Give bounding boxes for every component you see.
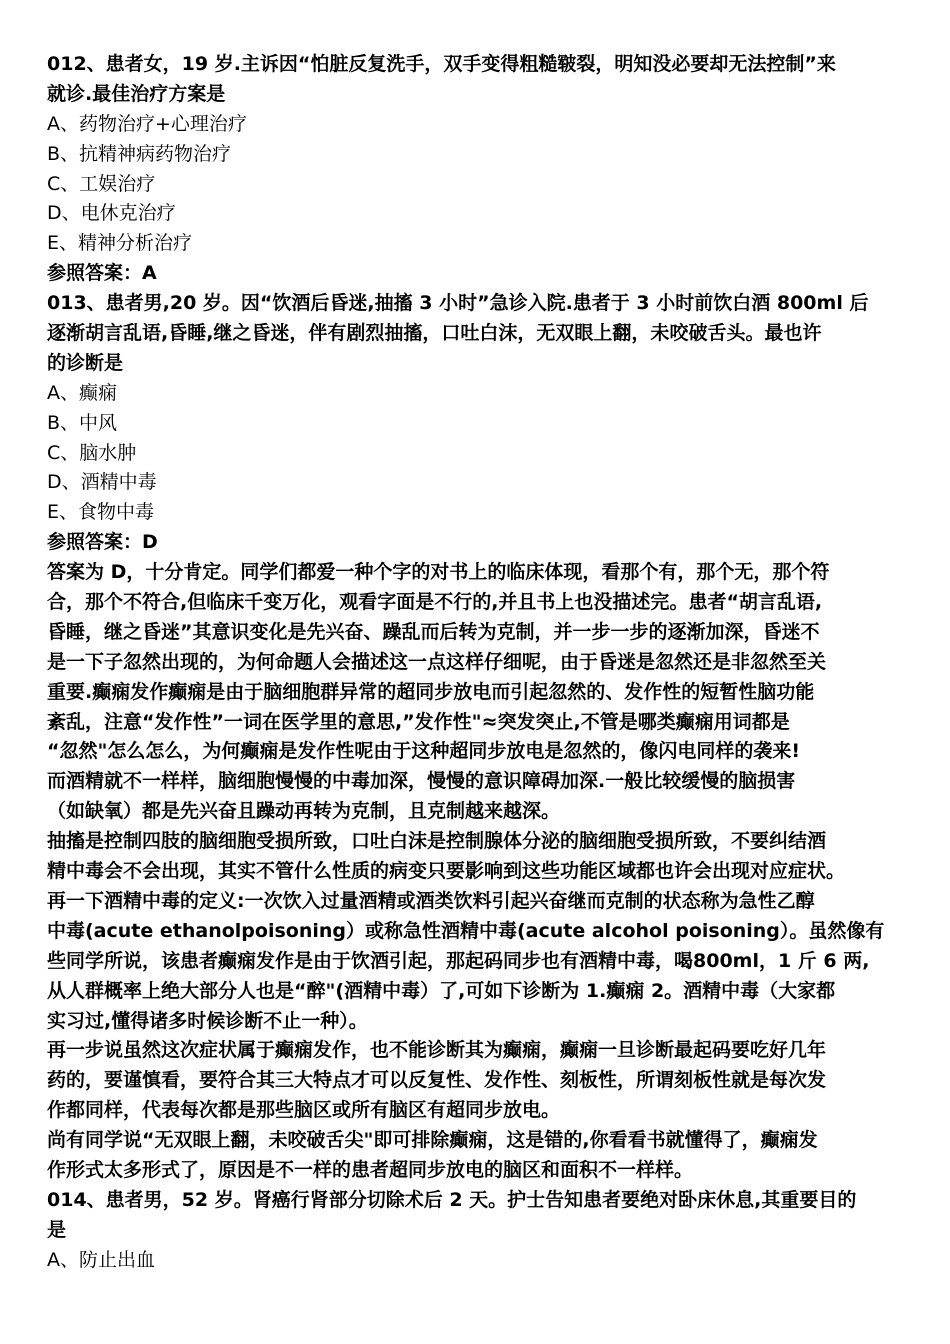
explanation-line: 合，那个不符合,但临床千变万化，观看字面是不行的,并且书上也没描述完。患者“胡言乱语, <box>47 591 823 614</box>
explanation-line: 抽搐是控制四肢的脑细胞受损所致，口吐白沫是控制腺体分泌的脑细胞受损所致，不要纠结酒 <box>47 830 827 853</box>
answer-option: A、防止出血 <box>47 1248 155 1271</box>
explanation-line: 而酒精就不一样样，脑细胞慢慢的中毒加深，慢慢的意识障碍加深.一般比较缓慢的脑损害 <box>47 770 796 793</box>
explanation-line: 药的，要谨慎看，要符合其三大特点才可以反复性、发作性、刻板性，所谓刻板性就是每次发 <box>47 1069 827 1092</box>
explanation-line: 尚有同学说“无双眼上翻，未咬破舌尖"即可排除癫痫，这是错的,你看看书就懂得了，癫痫发 <box>47 1129 818 1152</box>
answer-option: D、酒精中毒 <box>47 471 157 494</box>
explanation-line: 答案为 D，十分肯定。同学们都爱一种个字的对书上的临床体现，看那个有，那个无，那个符 <box>47 561 830 584</box>
explanation-line: 是一下子忽然出现的，为何命题人会描述这一点这样仔细呢，由于昏迷是忽然还是非忽然至关 <box>47 650 827 673</box>
explanation-line: 从人群概率上绝大部分人也是“醉"(酒精中毒）了,可如下诊断为 1.癫痫 2。酒精中毒（大家都 <box>47 979 836 1002</box>
question-stem-line: 的诊断是 <box>47 351 124 374</box>
reference-answer: 参照答案：A <box>47 262 157 285</box>
question-stem-line: 012、患者女，19 岁.主诉因“怕脏反复洗手，双手变得粗糙皲裂，明知没必要却无法控制”来 <box>47 53 836 75</box>
question-stem-line: 是 <box>47 1218 67 1241</box>
question-stem-line: 014、患者男，52 岁。肾癌行肾部分切除术后 2 天。护士告知患者要绝对卧床休息,其重要目的 <box>47 1188 857 1211</box>
answer-option: E、食物中毒 <box>47 501 155 524</box>
explanation-line: 昏睡，继之昏迷”其意识变化是先兴奋、躁乱而后转为克制，并一步一步的逐渐加深，昏迷不 <box>47 620 820 643</box>
question-stem-line: 逐渐胡言乱语,昏睡,继之昏迷，伴有剧烈抽搐，口吐白沫，无双眼上翻，未咬破舌头。最也许 <box>47 322 822 345</box>
answer-option: C、工娱治疗 <box>47 172 156 195</box>
explanation-line: 紊乱，注意“发作性”一词在医学里的意思,”发作性"≈突发突止,不管是哪类癫痫用词都是 <box>47 710 790 733</box>
answer-option: A、癫痫 <box>47 381 117 404</box>
answer-option: B、抗精神病药物治疗 <box>47 142 232 165</box>
explanation-line: 重要.癫痫发作癫痫是由于脑细胞群异常的超同步放电而引起忽然的、发作性的短暂性脑功能 <box>47 680 815 703</box>
explanation-line: 再一步说虽然这次症状属于癫痫发作，也不能诊断其为癫痫，癫痫一旦诊断最起码要吃好几年 <box>47 1039 827 1062</box>
explanation-line: “忽然"怎么怎么，为何癫痫是发作性呢由于这种超同步放电是忽然的，像闪电同样的袭来! <box>47 740 801 763</box>
reference-answer: 参照答案：D <box>47 531 158 554</box>
explanation-line: 精中毒会不会出现，其实不管什么性质的病变只要影响到这些功能区域都也许会出现对应症状。 <box>47 860 846 883</box>
explanation-line: 实习过,懂得诸多时候诊断不止一种）。 <box>47 1009 368 1032</box>
explanation-line: （如缺氧）都是先兴奋且躁动再转为克制，且克制越来越深。 <box>47 800 561 823</box>
answer-option: A、药物治疗+心理治疗 <box>47 112 247 135</box>
answer-option: E、精神分析治疗 <box>47 232 193 255</box>
explanation-line: 些同学所说，该患者癫痫发作是由于饮酒引起，那起码同步也有酒精中毒，喝800ml，1 斤 6 两, <box>47 949 870 972</box>
question-stem-line: 013、患者男,20 岁。因“饮酒后昏迷,抽搐 3 小时”急诊入院.患者于 3 小时前饮白酒 800ml 后 <box>47 292 869 315</box>
explanation-line: 作都同样，代表每次都是那些脑区或所有脑区有超同步放电。 <box>47 1099 561 1122</box>
explanation-line: 中毒(acute ethanolpoisoning）或称急性酒精中毒(acute alcohol poisoning）。虽然像有 <box>47 919 885 942</box>
question-stem-line: 就诊.最佳治疗方案是 <box>47 82 226 105</box>
answer-option: B、中风 <box>47 411 118 434</box>
explanation-line: 再一下酒精中毒的定义:一次饮入过量酒精或酒类饮料引起兴奋继而克制的状态称为急性乙醇 <box>47 889 815 912</box>
answer-option: C、脑水肿 <box>47 441 137 464</box>
explanation-line: 作形式太多形式了，原因是不一样的患者超同步放电的脑区和面积不一样样。 <box>47 1158 694 1181</box>
answer-option: D、电休克治疗 <box>47 202 176 225</box>
document-body <box>47 50 907 1276</box>
